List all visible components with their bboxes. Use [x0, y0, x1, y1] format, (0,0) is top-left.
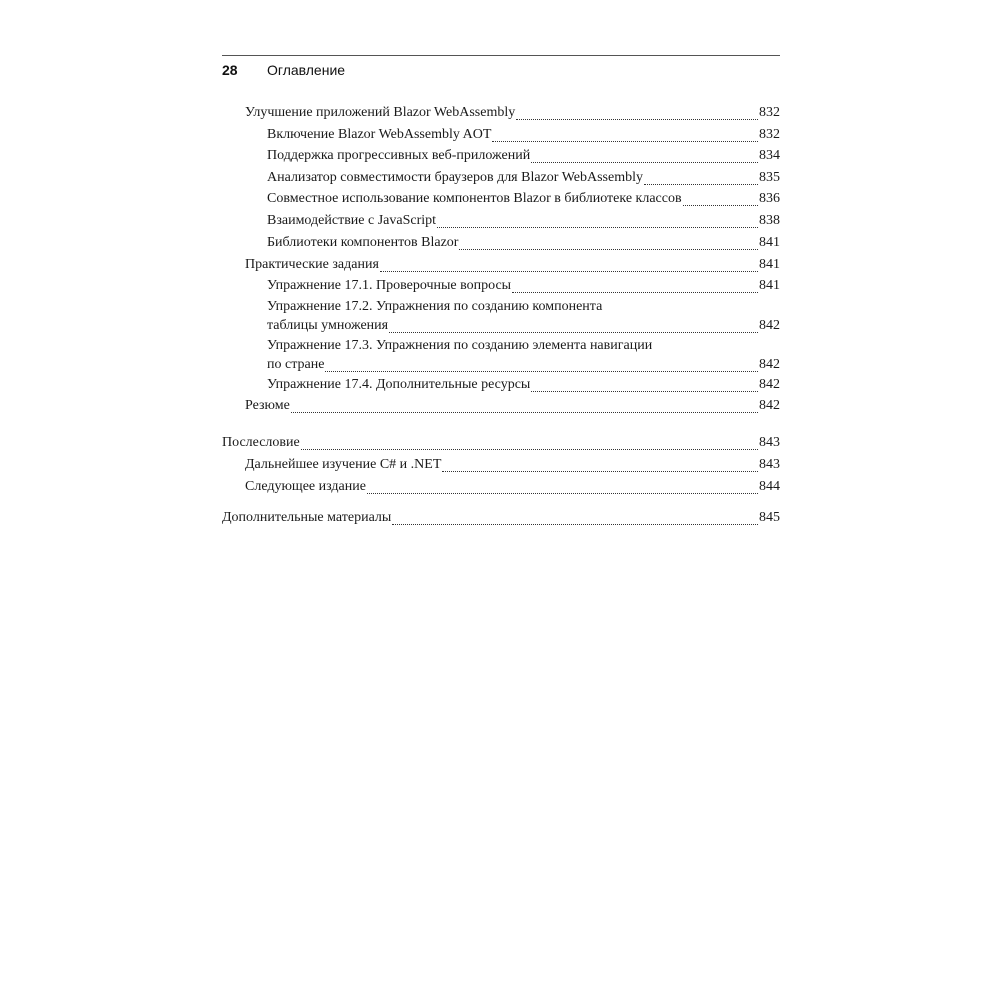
toc-entry-page: 836	[759, 191, 780, 206]
toc-entry[interactable]	[245, 104, 780, 122]
toc-entry-page: 841	[759, 278, 780, 293]
toc-entry-title: Резюме	[245, 398, 290, 413]
toc-entry-title: Послесловие	[222, 435, 300, 450]
toc-entry[interactable]	[267, 337, 780, 374]
toc-entry[interactable]	[267, 169, 780, 187]
dot-leader	[531, 380, 758, 394]
toc-entry-page: 841	[759, 257, 780, 272]
toc-entry-title: Библиотеки компонентов Blazor	[267, 235, 459, 250]
toc-entry[interactable]	[267, 277, 780, 295]
toc-entry-title-continued: по стране	[267, 357, 325, 372]
dot-leader	[389, 321, 758, 335]
toc-entry-page: 843	[759, 435, 780, 450]
toc-entry-title: Взаимодействие с JavaScript	[267, 213, 437, 228]
toc-entry-title: Включение Blazor WebAssembly AOT	[267, 127, 492, 142]
toc-entry[interactable]	[267, 126, 780, 144]
dot-leader	[442, 460, 758, 474]
dot-leader	[512, 281, 758, 295]
dot-leader	[644, 173, 758, 187]
dot-leader	[291, 401, 758, 415]
toc-entry[interactable]	[267, 212, 780, 230]
toc-entry-title: Упражнение 17.3. Упражнения по созданию элемента навигации	[267, 338, 653, 353]
toc-entry[interactable]	[245, 256, 780, 274]
page-number: 28	[222, 62, 238, 78]
toc-entry-title: Анализатор совместимости браузеров для Blazor WebAssembly	[267, 170, 643, 185]
toc-entry[interactable]	[267, 234, 780, 252]
toc-entry-page: 835	[759, 170, 780, 185]
toc-entry[interactable]	[267, 147, 780, 165]
toc-entry-title-continued: таблицы умножения	[267, 318, 389, 333]
toc-entry-page: 834	[759, 148, 780, 163]
toc-entry-title: Упражнение 17.2. Упражнения по созданию компонента	[267, 299, 603, 314]
dot-leader	[367, 482, 758, 496]
toc-entry-page: 842	[759, 357, 780, 372]
toc-entry[interactable]	[267, 190, 780, 208]
toc-entry-page: 842	[759, 377, 780, 392]
toc-entry[interactable]	[267, 376, 780, 394]
toc-entry-page: 842	[759, 398, 780, 413]
dot-leader	[459, 238, 758, 252]
running-title: Оглавление	[267, 62, 346, 78]
toc-entry-page: 841	[759, 235, 780, 250]
toc-entry-page: 845	[759, 510, 780, 525]
toc-entry-page: 838	[759, 213, 780, 228]
toc-entry-page: 844	[759, 479, 780, 494]
toc-entry[interactable]	[222, 434, 780, 452]
toc-entry-page: 843	[759, 457, 780, 472]
toc-entry[interactable]	[267, 298, 780, 335]
dot-leader	[325, 360, 758, 374]
dot-leader	[301, 438, 758, 452]
dot-leader	[437, 216, 758, 230]
dot-leader	[683, 194, 758, 208]
toc-entry-page: 842	[759, 318, 780, 333]
toc-entry-title: Упражнение 17.1. Проверочные вопросы	[267, 278, 512, 293]
dot-leader	[531, 151, 758, 165]
page-header	[222, 55, 780, 80]
toc-entry-title: Практические задания	[245, 257, 379, 272]
toc-entry-page: 832	[759, 105, 780, 120]
dot-leader	[392, 513, 758, 527]
toc-entry[interactable]	[245, 397, 780, 415]
dot-leader	[380, 260, 758, 274]
toc-entry[interactable]	[222, 509, 780, 527]
toc-entry-page: 832	[759, 127, 780, 142]
toc-entry-title: Совместное использование компонентов Blazor в библиотеке классов	[267, 191, 682, 206]
toc-entry-title: Дополнительные материалы	[222, 510, 392, 525]
toc-entry-title: Улучшение приложений Blazor WebAssembly	[245, 105, 516, 120]
dot-leader	[516, 108, 758, 122]
toc-entry-title: Дальнейшее изучение C# и .NET	[245, 457, 442, 472]
toc-entry-title: Следующее издание	[245, 479, 366, 494]
dot-leader	[492, 130, 758, 144]
toc-entry-title: Упражнение 17.4. Дополнительные ресурсы	[267, 377, 531, 392]
toc-entry[interactable]	[245, 478, 780, 496]
toc-entry[interactable]	[245, 456, 780, 474]
toc-entry-title: Поддержка прогрессивных веб-приложений	[267, 148, 531, 163]
